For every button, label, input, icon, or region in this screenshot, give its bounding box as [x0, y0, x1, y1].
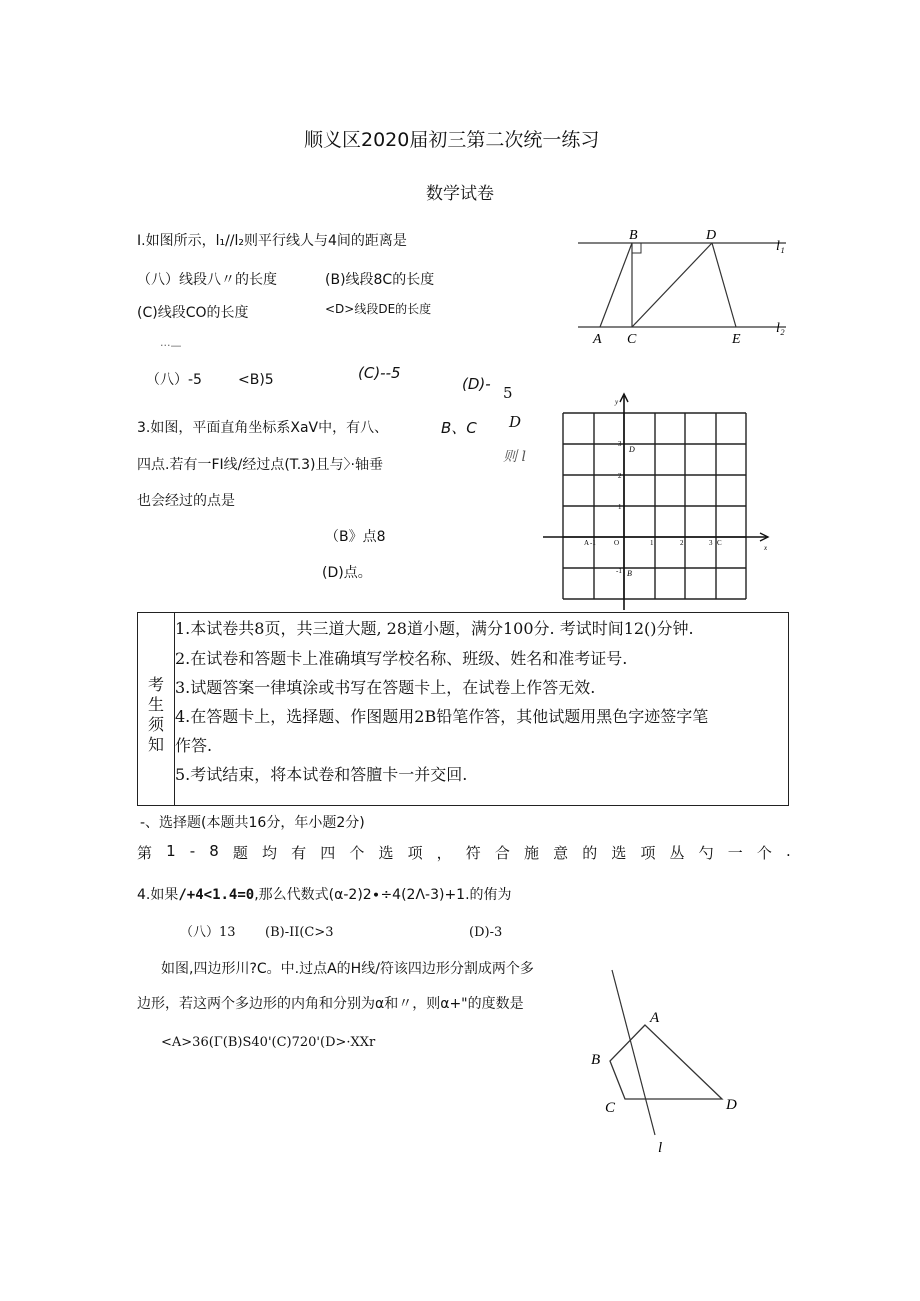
label-e: E	[732, 332, 741, 347]
q2-option-a: （八）-5	[146, 372, 202, 388]
q3-option-b: （B》点8	[325, 529, 386, 545]
section-instruction	[137, 842, 791, 860]
label-d: D	[726, 1097, 737, 1113]
segment-ab	[600, 243, 632, 327]
notice-item-4: 4.在答题卡上，选择题、作图题用2B铅笔作答，其他试题用黑色字迹签字笔	[175, 707, 709, 726]
q3-line1-points: B、C	[441, 419, 477, 437]
q3-line3: 也会经过的点是	[137, 493, 235, 509]
q2-option-d: (D)-	[462, 375, 491, 393]
q3-line2: 四点.若有一FI线/经过点(T.3)且与〉·轴垂	[137, 457, 383, 473]
instruction-char: 丛	[669, 844, 685, 862]
q4-stem-equation: /+4<1.4=0	[178, 887, 255, 903]
notice-item-2: 2.在试卷和答题卡上准确填写学校名称、班级、姓名和准考证号.	[175, 649, 628, 668]
xtick-neg1: -1	[590, 539, 596, 547]
notice-item-3: 3.试题答案一律填涂或书写在答题卡上，在试卷上作答无效.	[175, 678, 596, 697]
instruction-char: 8	[209, 842, 219, 860]
label-d: D	[706, 228, 717, 243]
origin-label: O	[614, 539, 620, 547]
q5-line2: 边形，若这两个多边形的内角和分别为α和〃，则α+"的度数是	[137, 996, 524, 1012]
xtick-2: 2	[680, 539, 684, 547]
quadrilateral-abcd	[610, 1025, 722, 1099]
ytick-3: 3	[618, 440, 622, 448]
instruction-char: 个	[756, 844, 772, 862]
point-c-label: C	[717, 539, 722, 547]
instruction-char: 有	[291, 844, 307, 862]
page-subtitle: 数学试卷	[426, 184, 494, 204]
label-l1: l₁	[776, 239, 785, 254]
notice-side-label-cell	[138, 613, 175, 805]
q3-coordinate-grid	[540, 390, 775, 612]
q3-line1: 3.如图，平面直角坐标系XaV中，有八、	[137, 420, 389, 436]
label-b: B	[629, 228, 638, 243]
instruction-char: -	[189, 842, 196, 860]
instruction-char: 的	[582, 844, 598, 862]
instruction-char: 勺	[698, 844, 714, 862]
label-l: l	[658, 1140, 663, 1156]
xtick-3: 3	[709, 539, 713, 547]
notice-item-4-cont: 作答.	[175, 736, 213, 755]
q4-stem-prefix: 4.如果	[137, 887, 179, 903]
point-a-label: A	[584, 539, 590, 547]
x-axis-label: x	[764, 544, 768, 552]
instruction-char: 个	[349, 844, 365, 862]
xtick-1: 1	[650, 539, 654, 547]
q5-options: <A>36(Γ(B)S40'(C)720'(D>·XXr	[161, 1035, 376, 1050]
instruction-char: 意	[553, 844, 569, 862]
q4-option-bc: (B)-II(C>3	[265, 925, 334, 940]
ytick-neg1: -1	[616, 567, 622, 575]
q2-faded-stem: ···—	[160, 339, 182, 352]
q5-figure	[582, 965, 772, 1160]
instruction-char: .	[785, 842, 791, 860]
label-c: C	[605, 1100, 616, 1116]
point-b-label: B	[627, 569, 632, 578]
label-l2: l₂	[776, 321, 785, 336]
label-a: A	[593, 332, 602, 347]
instruction-char: 合	[494, 844, 510, 862]
q1-stem: I.如图所示，l₁//l₂则平行线人与4间的距离是	[137, 233, 407, 249]
q1-option-c: (C)线段CO的长度	[137, 305, 249, 321]
instruction-char: 符	[465, 844, 481, 862]
q4-stem	[137, 888, 512, 902]
instruction-char: 选	[611, 844, 627, 862]
point-d-label: D	[629, 445, 635, 454]
ytick-2: 2	[618, 472, 622, 480]
q5-line1: 如图,四边形川?C。中.过点A的H线/符该四边形分割成两个多	[161, 961, 534, 977]
label-c: C	[627, 332, 637, 347]
page-title: 顺义区2020届初三第二次统一练习	[304, 129, 600, 151]
q1-option-d: <D>线段DE的长度	[325, 302, 432, 316]
instruction-char: 一	[727, 844, 743, 862]
label-b: B	[591, 1052, 601, 1068]
q1-option-a: （八）线段八〃的长度	[137, 272, 277, 288]
notice-item-5: 5.考试结束，将本试卷和答膻卡一并交回.	[175, 765, 468, 784]
instruction-char: 施	[524, 844, 540, 862]
right-angle-mark	[632, 243, 641, 253]
q4-option-a: （八）13	[180, 925, 236, 940]
instruction-char: 均	[262, 844, 278, 862]
q2-option-c: (C)--5	[358, 364, 401, 382]
q1-figure	[572, 226, 794, 350]
instruction-char: 四	[320, 844, 336, 862]
instruction-char: 题	[232, 844, 248, 862]
instruction-char: ，	[436, 844, 452, 862]
q4-option-d: (D)-3	[469, 925, 503, 940]
q3-side-ze: 则 l	[503, 449, 526, 465]
segment-de	[712, 243, 736, 327]
segment-cd	[632, 243, 712, 327]
instruction-char: 1	[166, 842, 176, 860]
label-a: A	[650, 1010, 660, 1026]
section-heading: -、选择题(本题共16分，年小题2分)	[140, 815, 365, 831]
instruction-char: 第	[137, 844, 153, 862]
y-axis-label: y	[615, 398, 619, 406]
instruction-char: 选	[378, 844, 394, 862]
instruction-char: 项	[407, 844, 423, 862]
q3-option-d: (D)点。	[322, 565, 372, 581]
instruction-char: 项	[640, 844, 656, 862]
ytick-1: 1	[618, 503, 622, 511]
q1-option-b: (B)线段8C的长度	[325, 272, 435, 288]
q3-side-d: D	[509, 413, 522, 431]
notice-item-1: 1.本试卷共8页，共三道大题, 28道小题，满分100分. 考试时间12()分钟.	[175, 619, 694, 638]
q2-option-d-value: 5	[503, 384, 513, 402]
notice-side-label: 考生须知	[147, 675, 164, 754]
q4-stem-suffix: ,那么代数式(α-2)2∙÷4(2Λ-3)+1.的侑为	[254, 887, 512, 903]
q2-option-b: <B)5	[238, 372, 274, 388]
